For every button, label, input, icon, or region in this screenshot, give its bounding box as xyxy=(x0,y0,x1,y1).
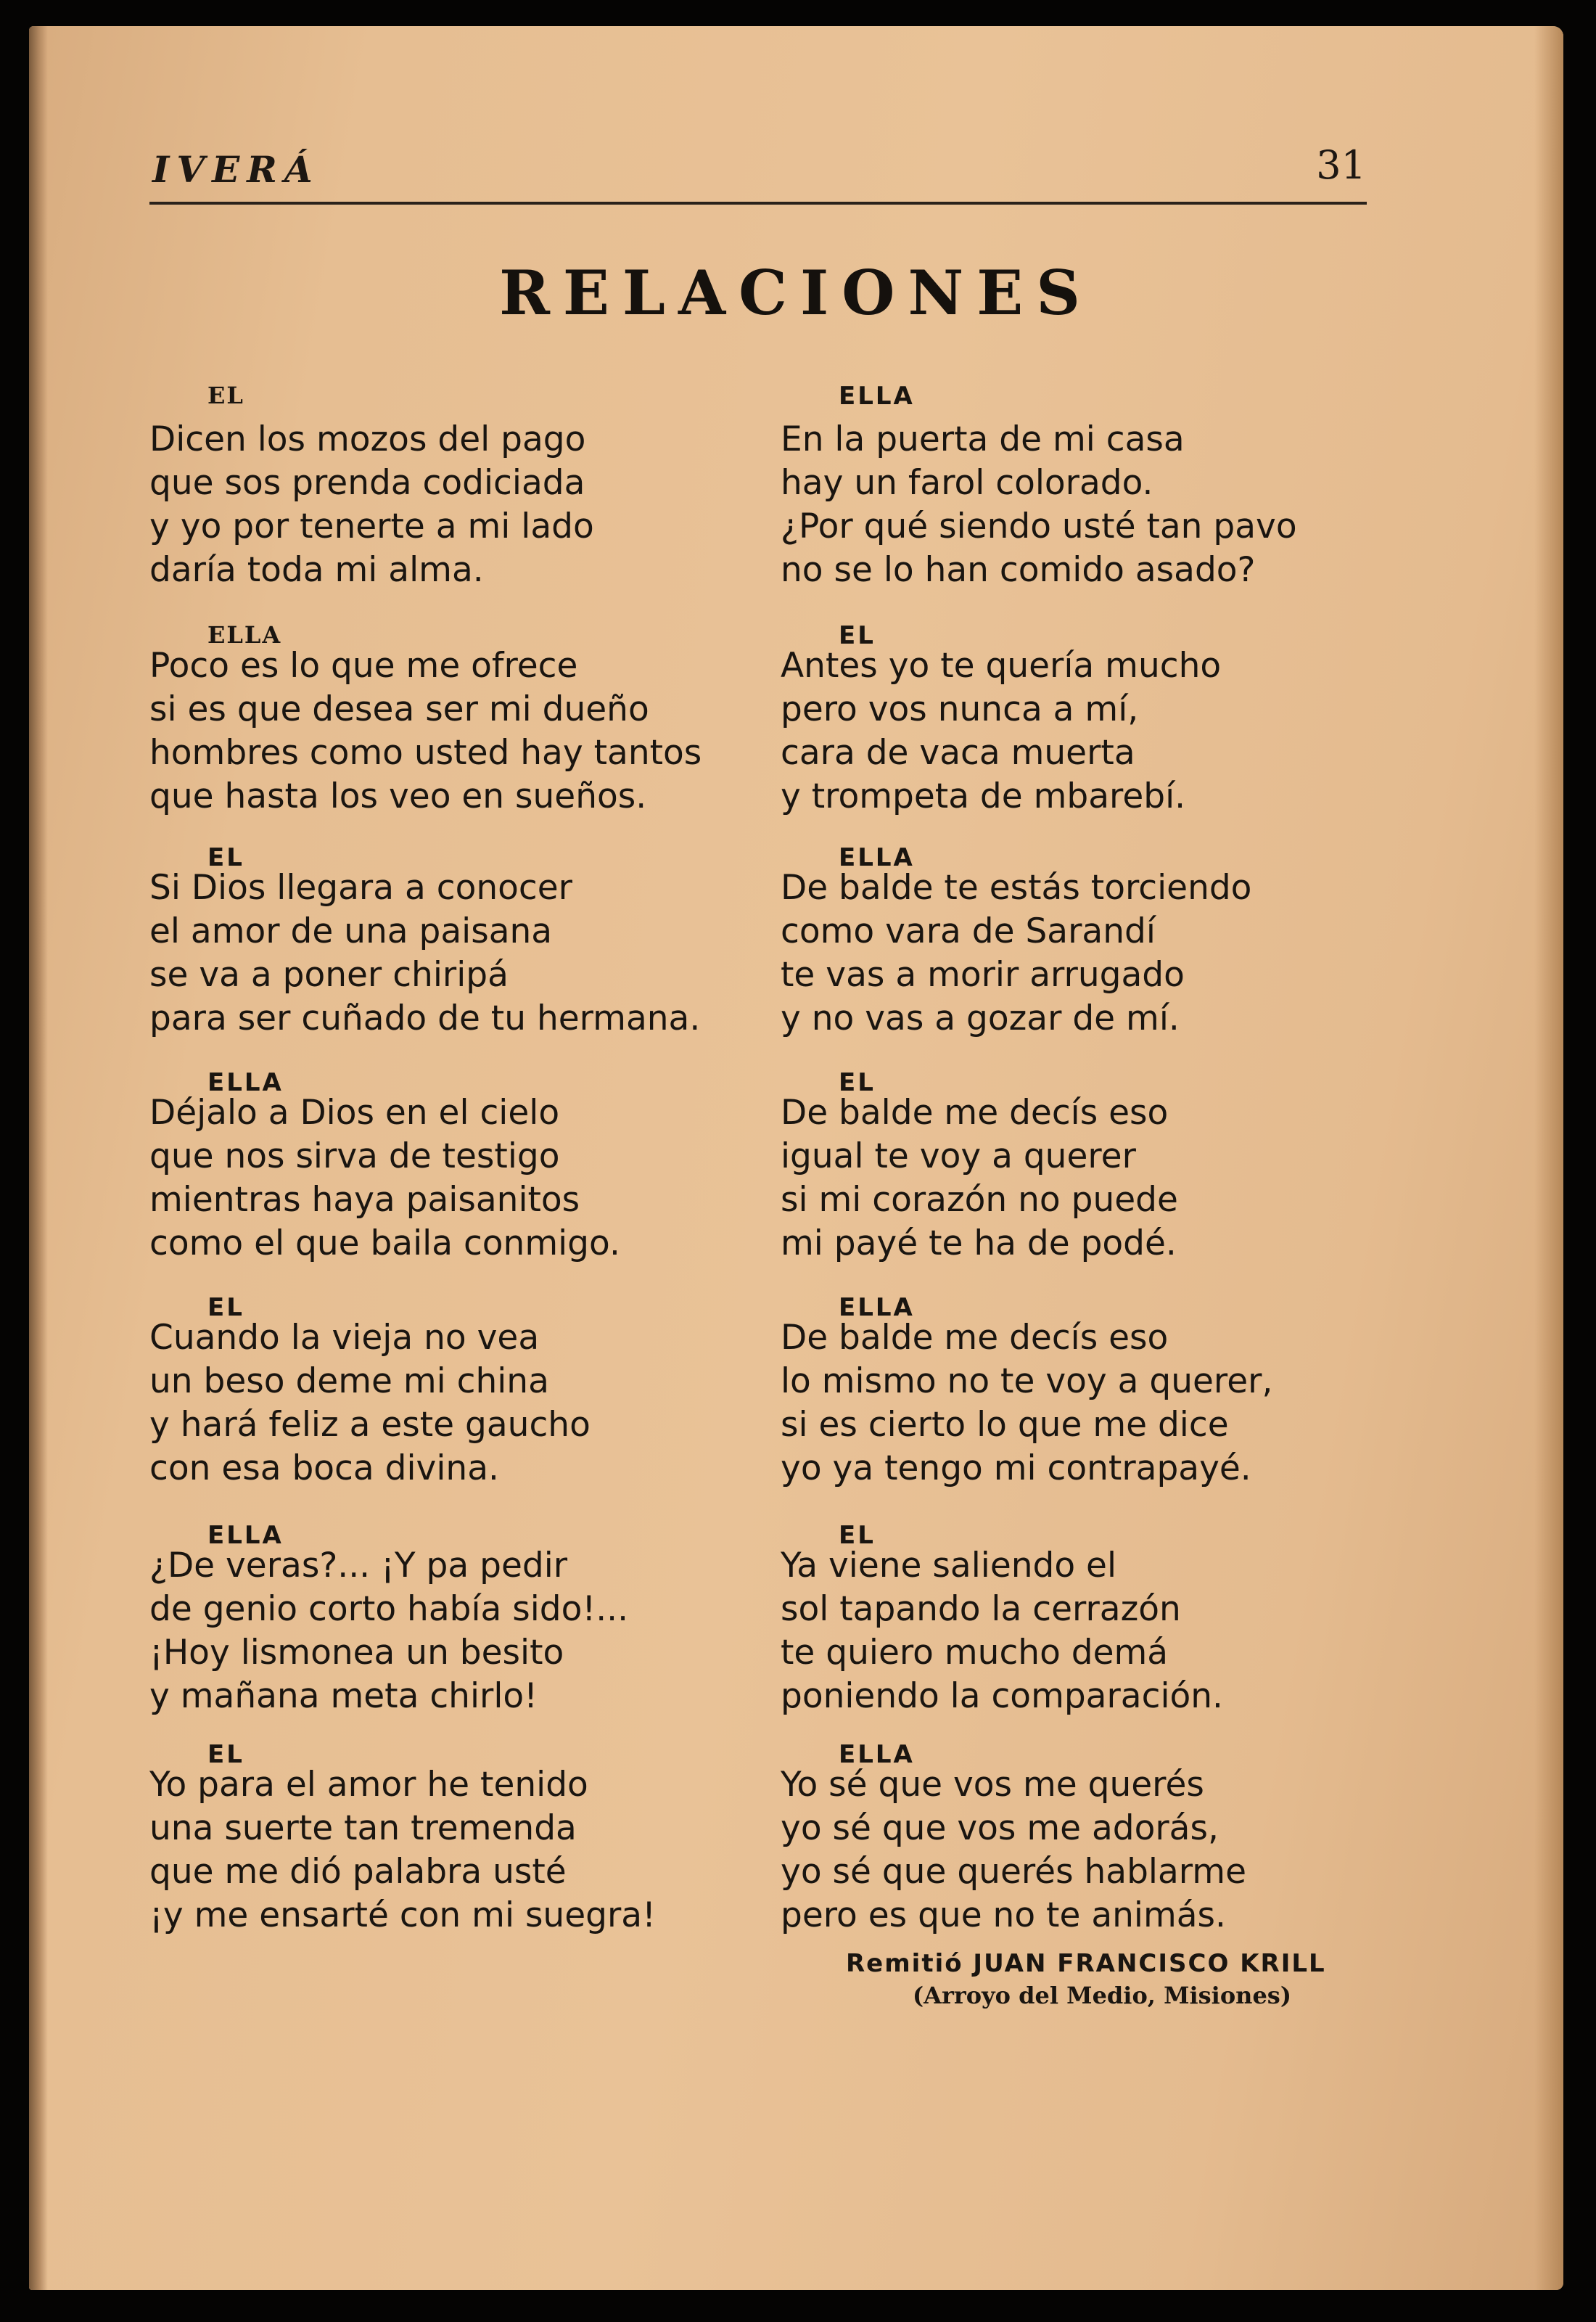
speaker-label: ELLA xyxy=(207,621,282,649)
speaker-label: EL xyxy=(839,1521,876,1550)
verse-line: te vas a morir arrugado xyxy=(781,955,1185,995)
speaker-label: ELLA xyxy=(839,1740,915,1769)
verse-line: hombres como usted hay tantos xyxy=(149,733,702,773)
verse-line: te quiero mucho demá xyxy=(781,1633,1169,1673)
stanza-lines xyxy=(149,1544,628,1718)
stanza-lines xyxy=(781,1316,1272,1490)
verse-line: Cuando la vieja no vea xyxy=(149,1318,540,1358)
credit-origin: (Arroyo del Medio, Misiones) xyxy=(913,1982,1291,2009)
stanza-lines xyxy=(149,1763,656,1937)
speaker-label: EL xyxy=(207,843,244,872)
speaker-label: EL xyxy=(207,1740,244,1769)
verse-line: poniendo la comparación. xyxy=(781,1676,1223,1716)
verse-line: como el que baila conmigo. xyxy=(149,1223,620,1263)
verse-line: como vara de Sarandí xyxy=(781,911,1156,951)
verse-line: Poco es lo que me ofrece xyxy=(149,646,578,686)
verse-line: pero vos nunca a mí, xyxy=(781,689,1139,729)
verse-line: yo sé que querés hablarme xyxy=(781,1852,1246,1892)
speaker-label: ELLA xyxy=(207,1521,284,1550)
verse-line: con esa boca divina. xyxy=(149,1448,499,1488)
verse-line: que nos sirva de testigo xyxy=(149,1136,560,1176)
magazine-page xyxy=(29,26,1563,2290)
verse-line: una suerte tan tremenda xyxy=(149,1808,577,1848)
stanza-lines xyxy=(149,644,702,819)
verse-line: Déjalo a Dios en el cielo xyxy=(149,1093,560,1133)
stanza-lines xyxy=(781,1763,1246,1937)
verse-line: Si Dios llegara a conocer xyxy=(149,868,572,908)
verse-line: Dicen los mozos del pago xyxy=(149,419,586,459)
verse-line: que hasta los veo en sueños. xyxy=(149,776,647,816)
speaker-label: ELLA xyxy=(839,1293,915,1322)
verse-line: y no vas a gozar de mí. xyxy=(781,998,1180,1038)
verse-line: Antes yo te quería mucho xyxy=(781,646,1222,686)
speaker-label: EL xyxy=(839,1068,876,1097)
verse-line: ¿De veras?... ¡Y pa pedir xyxy=(149,1546,568,1585)
verse-line: que sos prenda codiciada xyxy=(149,463,585,503)
verse-line: si mi corazón no puede xyxy=(781,1180,1178,1220)
stanza-lines xyxy=(781,1544,1223,1718)
verse-line: no se lo han comido asado? xyxy=(781,550,1256,590)
verse-line: Yo sé que vos me querés xyxy=(781,1765,1204,1805)
speaker-label: ELLA xyxy=(839,843,915,872)
verse-line: y yo por tenerte a mi lado xyxy=(149,506,594,546)
speaker-label: EL xyxy=(839,621,876,650)
verse-line: mi payé te ha de podé. xyxy=(781,1223,1177,1263)
verse-line: yo ya tengo mi contrapayé. xyxy=(781,1448,1251,1488)
verse-line: de genio corto había sido!... xyxy=(149,1589,629,1629)
verse-line: De balde me decís eso xyxy=(781,1318,1169,1358)
running-head: IVERÁ xyxy=(152,148,320,191)
verse-line: hay un farol colorado. xyxy=(781,463,1153,503)
verse-line: De balde me decís eso xyxy=(781,1093,1169,1133)
verse-line: para ser cuñado de tu hermana. xyxy=(149,998,701,1038)
header-rule xyxy=(149,202,1367,205)
stanza-lines xyxy=(781,644,1221,819)
speaker-label: EL xyxy=(207,382,244,409)
stanza-lines xyxy=(149,866,700,1041)
verse-line: un beso deme mi china xyxy=(149,1361,549,1401)
verse-line: el amor de una paisana xyxy=(149,911,553,951)
verse-line: sol tapando la cerrazón xyxy=(781,1589,1181,1629)
stanza-lines xyxy=(781,418,1297,592)
speaker-label: ELLA xyxy=(207,1068,284,1097)
verse-line: mientras haya paisanitos xyxy=(149,1180,580,1220)
page-title: RELACIONES xyxy=(499,257,1093,329)
verse-line: y mañana meta chirlo! xyxy=(149,1676,538,1716)
verse-line: pero es que no te animás. xyxy=(781,1895,1226,1935)
verse-line: cara de vaca muerta xyxy=(781,733,1135,773)
speaker-label: ELLA xyxy=(839,382,915,411)
verse-line: y hará feliz a este gaucho xyxy=(149,1405,591,1445)
stanza-lines xyxy=(149,1091,620,1265)
stanza-lines xyxy=(149,1316,591,1490)
verse-line: si es cierto lo que me dice xyxy=(781,1405,1229,1445)
credit-remitter: Remitió JUAN FRANCISCO KRILL xyxy=(846,1949,1326,1978)
verse-line: De balde te estás torciendo xyxy=(781,868,1252,908)
verse-line: igual te voy a querer xyxy=(781,1136,1136,1176)
verse-line: daría toda mi alma. xyxy=(149,550,484,590)
page-number: 31 xyxy=(1316,142,1366,188)
stanza-lines xyxy=(149,418,594,592)
verse-line: ¡y me ensarté con mi suegra! xyxy=(149,1895,656,1935)
verse-line: lo mismo no te voy a querer, xyxy=(781,1361,1273,1401)
speaker-label: EL xyxy=(207,1293,244,1322)
verse-line: ¡Hoy lismonea un besito xyxy=(149,1633,564,1673)
stanza-lines xyxy=(781,1091,1178,1265)
verse-line: yo sé que vos me adorás, xyxy=(781,1808,1219,1848)
stanza-lines xyxy=(781,866,1251,1041)
verse-line: se va a poner chiripá xyxy=(149,955,509,995)
verse-line: que me dió palabra usté xyxy=(149,1852,567,1892)
verse-line: En la puerta de mi casa xyxy=(781,419,1185,459)
verse-line: Yo para el amor he tenido xyxy=(149,1765,588,1805)
verse-line: si es que desea ser mi dueño xyxy=(149,689,649,729)
verse-line: y trompeta de mbarebí. xyxy=(781,776,1186,816)
verse-line: ¿Por qué siendo usté tan pavo xyxy=(781,506,1297,546)
verse-line: Ya viene saliendo el xyxy=(781,1546,1117,1585)
